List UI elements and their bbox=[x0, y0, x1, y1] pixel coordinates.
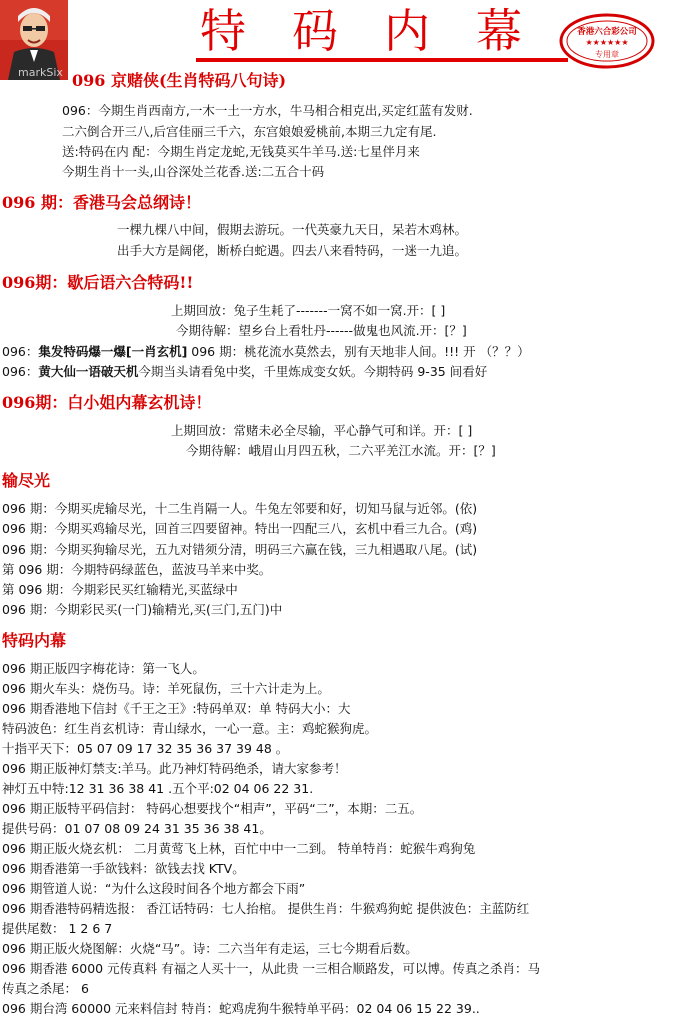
s6-line-2: 096 期火车头：烧伤马。诗：羊死鼠伤，三十六计走为上。 bbox=[2, 681, 330, 696]
s6-line-12: 096 期管道人说：“为什么这段时间各个地方都会下雨” bbox=[2, 881, 306, 896]
s3-this-riddle: 今期待解：望乡台上看牡丹------做鬼也风流.开：[？] bbox=[176, 323, 467, 338]
s4-this-riddle: 今期待解：峨眉山月四五秋，二六平羌江水流。开：[？] bbox=[186, 443, 496, 458]
svg-text:★★★★★★: ★★★★★★ bbox=[585, 38, 629, 47]
s6-line-11: 096 期香港第一手欲钱料：欲钱去找 KTV。 bbox=[2, 861, 245, 876]
s1-line-3: 送:特码在内 配：今期生肖定龙蛇,无钱莫买牛羊马.送:七星伴月来 bbox=[62, 144, 420, 159]
page-title: 特码内幕 bbox=[196, 4, 568, 62]
s3-line-4 bbox=[2, 362, 487, 380]
s1-line-2: 二六倒合开三八,后宫佳丽三千六，东宫娘娘爱桃前,本期三九定有尾. bbox=[62, 124, 437, 139]
s6-line-10: 096 期正版火烧玄机： 二月黄莺飞上林，百忙中中一二到。 特单特肖：蛇猴牛鸡狗兔 bbox=[2, 841, 476, 856]
s3-line-4-prefix: 096： bbox=[2, 364, 39, 379]
portrait-image bbox=[0, 0, 68, 80]
s2-line-1: 一棵九棵八中间，假期去游玩。一代英豪九天日，呆若木鸡林。 bbox=[117, 222, 468, 237]
s6-line-8: 096 期正版特平码信封： 特码心想要找个“相声”，平码“二”，本期：二五。 bbox=[2, 801, 423, 816]
s1-line-1: 096：今期生肖西南方,一木一土一方水，牛马相合相克出,买定红蓝有发财. bbox=[62, 103, 473, 118]
s6-line-6: 096 期正版神灯禁支:羊马。此乃神灯特码绝杀，请大家参考！ bbox=[2, 761, 347, 776]
section-title-temaneimu: 特码内幕 bbox=[2, 631, 67, 650]
s5-line-4: 第 096 期：今期特码绿蓝色，蓝波马羊来中奖。 bbox=[2, 562, 272, 577]
s3-last-review: 上期回放：兔子生耗了-------一窝不如一窝.开：[ ] bbox=[171, 303, 446, 318]
section-title-xiehouyu: 096期：歇后语六合特码!! bbox=[2, 273, 194, 292]
section-title-zonggang: 096 期：香港马会总纲诗！ bbox=[2, 193, 201, 212]
section-title-shujinguang: 输尽光 bbox=[2, 471, 51, 490]
svg-text:香港六合彩公司: 香港六合彩公司 bbox=[577, 27, 637, 37]
s5-line-5: 第 096 期：今期彩民买红输精光,买蓝绿中 bbox=[2, 582, 238, 597]
s5-line-2: 096 期：今期买鸡输尽光，回首三四要留神。特出一四配三八，玄机中看三九合。(鸡) bbox=[2, 521, 478, 536]
s3-line-4-rest: 今期当头请看兔中奖，千里炼成变女妖。今期特码 9-35 间看好 bbox=[138, 364, 488, 379]
svg-text:专用章: 专用章 bbox=[595, 50, 619, 59]
s6-line-5: 十指平天下：05 07 09 17 32 35 36 37 39 48 。 bbox=[2, 741, 289, 756]
s3-line-4-bold: 黄大仙一语破天机 bbox=[38, 364, 139, 379]
s6-line-4: 特码波色：红生肖玄机诗：青山绿水，一心一意。主：鸡蛇猴狗虎。 bbox=[2, 721, 378, 736]
s6-line-14: 提供尾数： 1 2 6 7 bbox=[2, 921, 113, 936]
s1-line-4: 今期生肖十一头,山谷深处兰花香.送:二五合十码 bbox=[62, 164, 325, 179]
s3-line-3-rest: 096 期：桃花流水莫然去，别有天地非人间。!!! 开 （？？） bbox=[191, 344, 530, 359]
s5-line-6: 096 期：今期彩民买(一门)输精光,买(三门,五门)中 bbox=[2, 602, 283, 617]
s6-line-1: 096 期正版四字梅花诗：第一飞人。 bbox=[2, 661, 205, 676]
section-title-baixiaojie: 096期：白小姐内幕玄机诗！ bbox=[2, 393, 212, 412]
s6-line-13: 096 期香港特码精选报： 香江话特码：七人抬棺。 提供生肖：牛猴鸡狗蛇 提供波色：主蓝防红 bbox=[2, 901, 530, 916]
s6-line-17: 传真之杀尾： 6 bbox=[2, 981, 89, 996]
s2-line-2: 出手大方是阔佬，断桥白蛇遇。四去八来看特码，一迷一九追。 bbox=[117, 243, 468, 258]
official-seal-stamp bbox=[558, 12, 656, 70]
portrait-watermark: markSix bbox=[18, 66, 63, 79]
s6-line-7: 神灯五中特:12 31 36 38 41 .五个平:02 04 06 22 31. bbox=[2, 781, 314, 796]
s6-line-16: 096 期香港 6000 元传真料 有福之人买十一，从此贵 一三相合顺路发，可以博。传真之杀肖：马 bbox=[2, 961, 541, 976]
s3-line-3 bbox=[2, 342, 530, 360]
s6-line-18: 096 期台湾 60000 元来料信封 特肖：蛇鸡虎狗牛猴特单平码：02 04 06 15 22 39.. bbox=[2, 1001, 480, 1016]
s5-line-3: 096 期：今期买狗输尽光，五九对错须分清，明码三六赢在钱，三九相遇取八尾。(试) bbox=[2, 542, 478, 557]
section-title-jingduxia: 096 京赌侠(生肖特码八句诗) bbox=[72, 71, 287, 90]
s4-last-review: 上期回放：常赌未必全尽输，平心静气可和详。开：[ ] bbox=[171, 423, 473, 438]
s3-line-3-bold: 集发特码爆一爆[一肖玄机] bbox=[38, 344, 188, 359]
s6-line-9: 提供号码：01 07 08 09 24 31 35 36 38 41。 bbox=[2, 821, 272, 836]
s6-line-3: 096 期香港地下信封《千王之王》:特码单双：单 特码大小：大 bbox=[2, 701, 351, 716]
s3-line-3-prefix: 096： bbox=[2, 344, 39, 359]
s5-line-1: 096 期：今期买虎输尽光，十二生肖隔一人。牛兔左邻要和好，切知马鼠与近邻。(依) bbox=[2, 501, 478, 516]
s6-line-15: 096 期正版火烧图解：火烧“马”。诗：二六当年有走运，三七今期看后数。 bbox=[2, 941, 418, 956]
